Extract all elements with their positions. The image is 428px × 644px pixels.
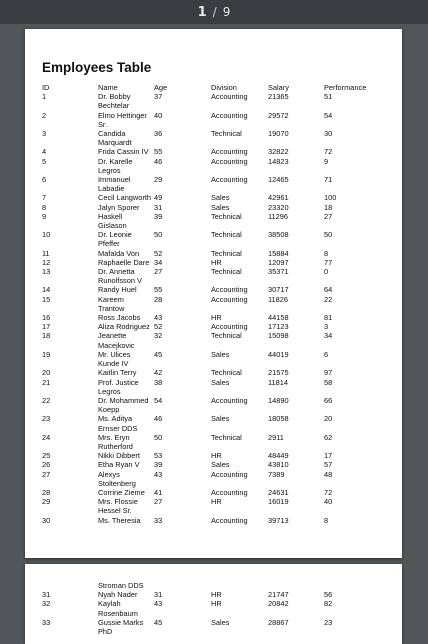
cell-age: 45 — [154, 349, 163, 359]
table-row — [41, 147, 373, 156]
cell-name: Nikki Dibbert — [98, 451, 140, 461]
table-row — [41, 267, 373, 285]
table-row — [41, 129, 373, 147]
column-header-name: Name — [98, 83, 118, 92]
table-row — [41, 497, 373, 515]
table-row — [41, 313, 373, 322]
cell-salary: 15098 — [268, 331, 289, 341]
cell-id: 25 — [42, 451, 51, 461]
table-row — [41, 258, 373, 267]
cell-salary: 11814 — [268, 377, 289, 387]
cell-salary: 32822 — [268, 147, 289, 157]
cell-age: 55 — [154, 147, 163, 157]
cell-performance: 81 — [324, 313, 333, 323]
cell-name: Jalyn Sporer — [98, 202, 140, 212]
cell-age: 52 — [154, 322, 163, 332]
table-row — [41, 516, 373, 525]
cell-id: 14 — [42, 285, 51, 295]
cell-salary: 14823 — [268, 156, 289, 166]
table-row — [41, 414, 373, 432]
cell-division: HR — [211, 599, 222, 609]
pdf-toolbar — [0, 0, 428, 24]
table-row — [41, 249, 373, 258]
cell-salary: 44158 — [268, 313, 289, 323]
cell-division: HR — [211, 313, 222, 323]
column-header-id: ID — [42, 83, 50, 92]
cell-name: Haskell Gislason — [98, 211, 127, 231]
cell-division: Technical — [211, 211, 242, 221]
cell-name: Ross Jacobs — [98, 313, 141, 323]
cell-id: 23 — [42, 414, 51, 424]
cell-performance: 100 — [324, 193, 337, 203]
cell-name: Ms. Aditya Ernser DDS — [98, 414, 138, 433]
cell-id: 30 — [42, 515, 51, 525]
cell-performance: 48 — [324, 469, 333, 479]
cell-performance: 23 — [324, 617, 333, 627]
cell-name: Elmo Hettinger Sr. — [98, 110, 147, 129]
cell-division: Accounting — [211, 110, 248, 120]
cell-performance: 64 — [324, 285, 333, 295]
cell-division: Technical — [211, 331, 242, 341]
table-row — [41, 368, 373, 377]
cell-id: 7 — [42, 193, 47, 203]
table-row — [41, 295, 373, 313]
cell-division: HR — [211, 590, 222, 600]
cell-age: 54 — [154, 395, 163, 405]
cell-performance: 97 — [324, 368, 333, 378]
cell-division: Sales — [211, 349, 230, 359]
cell-salary: 12097 — [268, 257, 289, 267]
cell-salary: 43810 — [268, 460, 289, 470]
cell-salary: 14890 — [268, 395, 289, 405]
cell-salary: 39713 — [268, 515, 289, 525]
cell-age: 50 — [154, 432, 163, 442]
cell-age: 28 — [154, 294, 163, 304]
cell-performance: 30 — [324, 129, 333, 139]
cell-division: Sales — [211, 414, 230, 424]
cell-name: Mafalda Von — [98, 248, 140, 258]
cell-salary: 21747 — [268, 590, 289, 600]
cell-age: 27 — [154, 267, 163, 277]
cell-id: 22 — [42, 395, 51, 405]
table-row — [41, 322, 373, 331]
employees-table-continued — [41, 581, 373, 636]
cell-salary: 18058 — [268, 414, 289, 424]
cell-performance: 20 — [324, 414, 333, 424]
table-row-continuation — [41, 581, 373, 590]
cell-division: Technical — [211, 267, 242, 277]
cell-age: 39 — [154, 211, 163, 221]
cell-id: 8 — [42, 202, 47, 212]
cell-id: 12 — [42, 257, 51, 267]
cell-performance: 17 — [324, 451, 333, 461]
cell-age: 53 — [154, 451, 163, 461]
cell-salary: 38508 — [268, 230, 289, 240]
cell-name: Jeanette Macejkovic — [98, 331, 135, 350]
cell-salary: 29572 — [268, 110, 289, 120]
cell-salary: 15884 — [268, 248, 289, 258]
cell-age: 39 — [154, 460, 163, 470]
cell-id: 33 — [42, 617, 51, 627]
cell-id: 17 — [42, 322, 51, 332]
cell-age: 36 — [154, 129, 163, 139]
cell-division: Sales — [211, 617, 230, 627]
cell-age: 55 — [154, 285, 163, 295]
cell-age: 49 — [154, 193, 163, 203]
cell-name: Dr. Karelle Legros — [98, 156, 133, 175]
cell-age: 29 — [154, 175, 163, 185]
cell-name: Kaylah Rosenbaum — [98, 599, 138, 618]
cell-performance: 71 — [324, 175, 333, 185]
cell-performance: 18 — [324, 202, 333, 212]
cell-salary: 21575 — [268, 368, 289, 378]
cell-division: Accounting — [211, 487, 248, 497]
cell-age: 43 — [154, 313, 163, 323]
cell-id: 21 — [42, 377, 51, 387]
cell-id: 20 — [42, 368, 51, 378]
cell-id: 6 — [42, 175, 47, 185]
cell-salary: 12465 — [268, 175, 289, 185]
cell-name: Immanuel Labadie — [98, 175, 131, 194]
table-row — [41, 331, 373, 349]
cell-division: Technical — [211, 368, 242, 378]
cell-performance: 22 — [324, 294, 333, 304]
cell-performance: 56 — [324, 590, 333, 600]
table-row — [41, 618, 373, 636]
cell-salary: 2911 — [268, 432, 284, 442]
cell-age: 37 — [154, 92, 163, 102]
table-row — [41, 590, 373, 599]
cell-name: Mrs. Flossie Hessel Sr. — [98, 497, 138, 516]
cell-name: Kareem Trantow — [98, 294, 125, 313]
table-row — [41, 193, 373, 202]
table-row — [41, 433, 373, 451]
table-row — [41, 378, 373, 396]
cell-performance: 62 — [324, 432, 333, 442]
cell-division: Accounting — [211, 285, 248, 295]
cell-name: Candida Marquardt — [98, 129, 132, 148]
cell-id: 26 — [42, 460, 51, 470]
cell-id: 4 — [42, 147, 47, 157]
cell-salary: 24631 — [268, 487, 289, 497]
cell-division: Accounting — [211, 469, 248, 479]
cell-division: Accounting — [211, 395, 248, 405]
cell-division: HR — [211, 451, 222, 461]
cell-division: Accounting — [211, 92, 248, 102]
table-row — [41, 212, 373, 230]
cell-age: 40 — [154, 110, 163, 120]
cell-age: 50 — [154, 230, 163, 240]
cell-name: Raphaelle Dare — [98, 257, 150, 267]
page-separator: / — [212, 5, 217, 19]
column-header-age: Age — [154, 83, 168, 92]
cell-name: Dr. Leonie Pfeffer — [98, 230, 132, 249]
cell-salary: 7389 — [268, 469, 285, 479]
cell-performance: 6 — [324, 349, 329, 359]
cell-salary: 28867 — [268, 617, 289, 627]
cell-name-continuation: Stroman DDS — [98, 581, 144, 590]
table-row — [41, 111, 373, 129]
cell-id: 2 — [42, 110, 47, 120]
table-row — [41, 350, 373, 368]
cell-age: 42 — [154, 368, 163, 378]
cell-division: Accounting — [211, 156, 248, 166]
cell-age: 43 — [154, 469, 163, 479]
cell-name: Alexys Stoltenberg — [98, 469, 136, 488]
cell-id: 19 — [42, 349, 51, 359]
cell-salary: 20842 — [268, 599, 289, 609]
cell-performance: 8 — [324, 515, 329, 525]
cell-id: 31 — [42, 590, 51, 600]
cell-name: Dr. Mohammed Koepp — [98, 395, 149, 415]
cell-name: Randy Huel — [98, 285, 137, 295]
cell-name: Gussie Marks PhD — [98, 617, 144, 637]
cell-age: 45 — [154, 617, 163, 627]
cell-age: 32 — [154, 331, 163, 341]
cell-performance: 34 — [324, 331, 333, 341]
cell-salary: 17123 — [268, 322, 289, 332]
cell-division: HR — [211, 497, 222, 507]
cell-performance: 3 — [324, 322, 329, 332]
cell-performance: 54 — [324, 110, 333, 120]
table-row — [41, 460, 373, 469]
cell-age: 43 — [154, 599, 163, 609]
column-header-salary: Salary — [268, 83, 289, 92]
cell-name: Cecil Langworth — [98, 193, 151, 203]
cell-salary: 42961 — [268, 193, 289, 203]
cell-performance: 77 — [324, 257, 333, 267]
cell-name: Ms. Theresia — [98, 515, 141, 525]
cell-salary: 11826 — [268, 294, 289, 304]
cell-id: 11 — [42, 248, 50, 258]
table-row — [41, 230, 373, 248]
cell-age: 34 — [154, 257, 163, 267]
table-row — [41, 285, 373, 294]
cell-age: 46 — [154, 414, 163, 424]
cell-id: 9 — [42, 211, 47, 221]
cell-age: 38 — [154, 377, 163, 387]
cell-id: 3 — [42, 129, 47, 139]
cell-performance: 9 — [324, 156, 329, 166]
cell-performance: 66 — [324, 395, 333, 405]
cell-division: HR — [211, 257, 222, 267]
total-pages: 9 — [222, 5, 231, 19]
cell-name: Dr. Annetta Runolfsson V — [98, 267, 142, 286]
table-row — [41, 470, 373, 488]
cell-age: 41 — [154, 487, 163, 497]
cell-name: Kaitlin Terry — [98, 368, 137, 378]
cell-salary: 44019 — [268, 349, 289, 359]
cell-salary: 19070 — [268, 129, 289, 139]
cell-age: 31 — [154, 590, 163, 600]
cell-division: Sales — [211, 460, 230, 470]
cell-id: 24 — [42, 432, 51, 442]
cell-id: 16 — [42, 313, 51, 323]
document-title: Employees Table — [42, 60, 152, 75]
cell-performance: 50 — [324, 230, 333, 240]
pdf-page-2 — [25, 564, 402, 644]
cell-name: Prof. Justice Legros — [98, 377, 139, 396]
table-row — [41, 599, 373, 617]
cell-id: 18 — [42, 331, 51, 341]
cell-name: Etha Ryan V — [98, 460, 140, 470]
cell-name: Corrine Zieme — [98, 487, 145, 497]
cell-division: Accounting — [211, 294, 248, 304]
cell-id: 1 — [42, 92, 47, 102]
table-row — [41, 488, 373, 497]
cell-salary: 16019 — [268, 497, 289, 507]
cell-age: 52 — [154, 248, 163, 258]
cell-division: Technical — [211, 129, 242, 139]
table-row — [41, 175, 373, 193]
cell-performance: 82 — [324, 599, 333, 609]
column-header-division: Division — [211, 83, 237, 92]
cell-age: 31 — [154, 202, 163, 212]
cell-division: Accounting — [211, 175, 248, 185]
cell-division: Accounting — [211, 515, 248, 525]
cell-name: Mr. Ulices Kunde IV — [98, 349, 131, 369]
cell-name: Nyah Nader — [98, 590, 138, 600]
cell-division: Sales — [211, 377, 230, 387]
cell-id: 27 — [42, 469, 51, 479]
cell-name: Dr. Bobby Bechtelar — [98, 92, 131, 111]
cell-salary: 11296 — [268, 211, 289, 221]
cell-id: 13 — [42, 267, 51, 277]
table-row — [41, 451, 373, 460]
cell-performance: 0 — [324, 267, 329, 277]
table-row — [41, 157, 373, 175]
cell-performance: 72 — [324, 487, 333, 497]
cell-id: 5 — [42, 156, 47, 166]
employees-table — [41, 83, 373, 525]
table-row — [41, 203, 373, 212]
pdf-page-1 — [25, 29, 402, 558]
cell-division: Accounting — [211, 322, 248, 332]
table-header-row — [41, 83, 373, 92]
cell-age: 33 — [154, 515, 163, 525]
cell-name: Aliza Rodriguez — [98, 322, 150, 332]
cell-salary: 21365 — [268, 92, 289, 102]
cell-salary: 35371 — [268, 267, 289, 277]
table-row — [41, 396, 373, 414]
cell-age: 46 — [154, 156, 163, 166]
cell-performance: 27 — [324, 211, 333, 221]
cell-performance: 57 — [324, 460, 333, 470]
table-row — [41, 92, 373, 110]
cell-name: Mrs. Eryn Rutherford — [98, 432, 133, 451]
cell-performance: 8 — [324, 248, 329, 258]
cell-performance: 58 — [324, 377, 333, 387]
cell-division: Sales — [211, 193, 230, 203]
cell-id: 29 — [42, 497, 51, 507]
cell-performance: 51 — [324, 92, 333, 102]
cell-id: 10 — [42, 230, 51, 240]
cell-name: Frida Cassin IV — [98, 147, 149, 157]
cell-salary: 48449 — [268, 451, 289, 461]
cell-division: Technical — [211, 248, 242, 258]
current-page-number[interactable]: 1 — [197, 4, 207, 20]
cell-performance: 72 — [324, 147, 333, 157]
cell-salary: 30717 — [268, 285, 289, 295]
cell-id: 32 — [42, 599, 51, 609]
cell-division: Technical — [211, 230, 242, 240]
cell-salary: 23320 — [268, 202, 289, 212]
cell-division: Sales — [211, 202, 230, 212]
cell-division: Technical — [211, 432, 242, 442]
cell-division: Accounting — [211, 147, 248, 157]
cell-age: 27 — [154, 497, 163, 507]
cell-id: 15 — [42, 294, 51, 304]
cell-id: 28 — [42, 487, 51, 497]
cell-performance: 40 — [324, 497, 333, 507]
column-header-performance: Performance — [324, 83, 367, 92]
